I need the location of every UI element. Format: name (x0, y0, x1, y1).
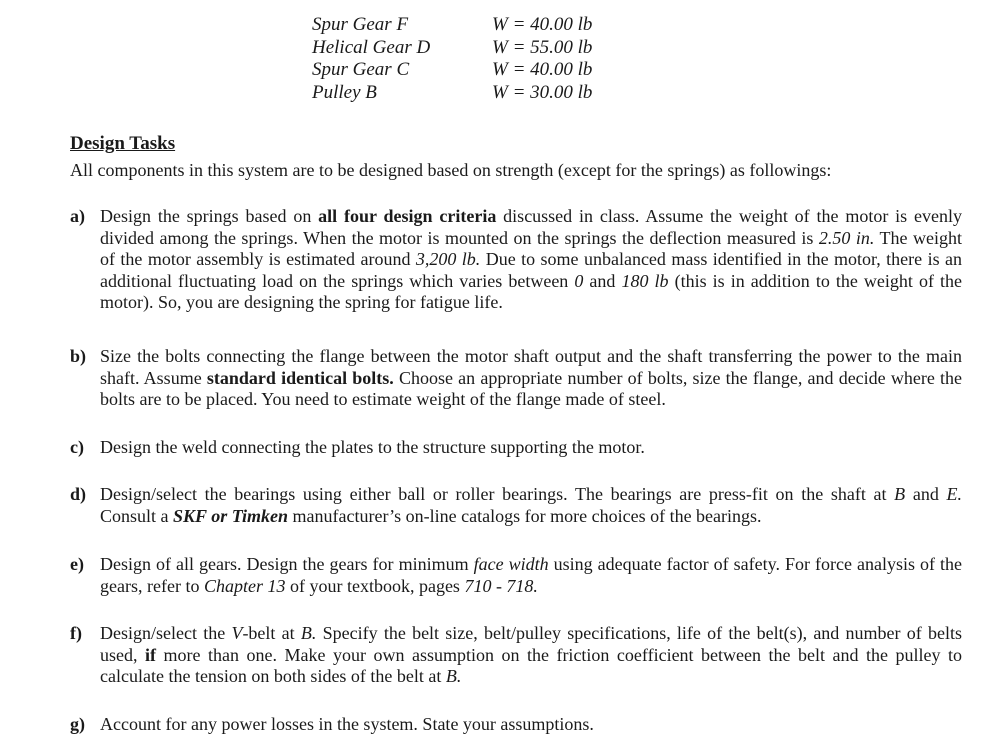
component-name: Pulley B (312, 81, 377, 103)
task-c (70, 437, 962, 459)
task-label: f) (70, 623, 82, 643)
component-name: Spur Gear C (312, 59, 410, 80)
task-d (70, 484, 962, 527)
weight-row (312, 59, 592, 82)
weight-row (312, 82, 592, 105)
task-e (70, 554, 962, 597)
task-label: d) (70, 484, 87, 504)
component-weight: W = 55.00 lb (492, 36, 593, 58)
task-text: Design/select the bearings using either ball or roller bearings. The bearings are press-fit on the shaft at B and E. Consult a SKF or Timken manufacturer’s on-line catalogs for more choices of the bearings. (100, 484, 962, 526)
task-text: Design the springs based on all four design criteria discussed in class. Assume the weight of the motor is evenly divided among the springs. When the motor is mounted on the springs the deflection measured is 2.50 in. The weight of the motor assembly is estimated around 3,200 lb. Due to some unbalanced mass identified in the motor, there is an additional fluctuating load on the springs which varies between 0 and 180 lb (this is in addition to the weight of the motor). So, you are designing the spring for fatigue life. (100, 206, 963, 312)
component-name: Helical Gear D (312, 36, 431, 58)
component-weight: W = 30.00 lb (492, 81, 593, 103)
component-weight: W = 40.00 lb (492, 14, 593, 35)
task-text: Design of all gears. Design the gears for minimum face width using adequate factor of safety. For force analysis of the gears, refer to Chapter 13 of your textbook, pages 710 - 718. (100, 554, 962, 596)
task-label: a) (70, 206, 85, 226)
intro-text: All components in this system are to be designed based on strength (except for the springs) as followings: (70, 160, 832, 180)
task-a (70, 206, 962, 314)
task-g (70, 714, 962, 736)
task-text: Size the bolts connecting the flange between the motor shaft output and the shaft transferring the power to the main shaft. Assume standard identical bolts. Choose an appropriate number of bolts, size the flange, and decide where the bolts are to be placed. You need to estimate weight of the flange made of steel. (100, 346, 962, 409)
task-label: g) (70, 714, 85, 734)
task-text: Design the weld connecting the plates to the structure supporting the motor. (100, 437, 645, 457)
component-weights-list (312, 14, 592, 104)
component-weight: W = 40.00 lb (492, 59, 593, 80)
task-label: e) (70, 554, 84, 574)
task-text: Account for any power losses in the system. State your assumptions. (100, 714, 594, 734)
task-f (70, 623, 962, 688)
task-b (70, 346, 962, 411)
section-heading: Design Tasks (70, 133, 176, 154)
component-name: Spur Gear F (312, 14, 409, 35)
weight-row (312, 37, 592, 60)
weight-row (312, 14, 592, 37)
task-text: Design/select the V-belt at B. Specify the belt size, belt/pulley specifications, life of the belt(s), and number of belts used, if more than one. Make your own assumption on the friction coefficient between the belt and the pulley to calculate the tension on both sides of the belt at B. (100, 623, 962, 686)
task-label: b) (70, 346, 87, 366)
task-label: c) (70, 437, 84, 457)
